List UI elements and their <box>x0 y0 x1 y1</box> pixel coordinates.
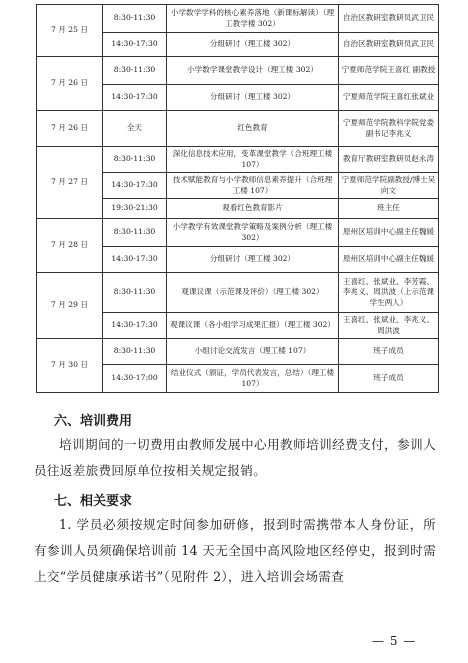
time-cell: 8:30-11:30 <box>103 273 167 313</box>
time-cell: 14:30-17:30 <box>103 85 167 111</box>
date-cell: 7 月 26 日 <box>37 57 103 111</box>
teacher-cell: 宁夏师范学院教科学院党委副书记李兆义 <box>339 111 439 147</box>
table-row <box>37 111 439 147</box>
time-cell: 8:30-11:30 <box>103 219 167 247</box>
teacher-cell: 班主任 <box>339 199 439 219</box>
time-cell: 全天 <box>103 111 167 147</box>
content-cell: 分组研讨（理工楼 302） <box>167 247 339 273</box>
content-cell: 技术赋能教育与小学教师信息素养提升（合班理工楼 107） <box>167 173 339 199</box>
date-cell: 7 月 26 日 <box>37 111 103 147</box>
teacher-cell: 自治区教研室教研员武卫民 <box>339 33 439 57</box>
content-cell: 小学数学课堂教学设计（理工楼 302） <box>167 57 339 85</box>
time-cell: 8:30-11:30 <box>103 339 167 365</box>
time-cell: 8:30-11:30 <box>103 57 167 85</box>
table-row <box>37 5 439 33</box>
table-row <box>37 147 439 173</box>
teacher-cell: 原州区培训中心副主任魏媛 <box>339 219 439 247</box>
teacher-cell: 班子成员 <box>339 339 439 365</box>
table-row <box>37 273 439 313</box>
date-cell: 7 月 25 日 <box>37 5 103 57</box>
content-cell: 分组研讨（理工楼 302） <box>167 85 339 111</box>
date-cell: 7 月 27 日 <box>37 147 103 219</box>
date-cell: 7 月 29 日 <box>37 273 103 339</box>
time-cell: 14:30-17:30 <box>103 173 167 199</box>
teacher-cell: 王喜红、张斌业、李芳霞、李兆义、周洪波（上示范课学生两人） <box>339 273 439 313</box>
time-cell: 19:30-21:30 <box>103 199 167 219</box>
section-heading-fees: 六、培训费用 <box>54 414 133 429</box>
section-body-fees: 培训期间的一切费用由教师发展中心用教师培训经费支付，参训人员往返差旅费回原单位按相关规定报销。 <box>34 437 436 478</box>
content-cell: 观课议课（各小组学习成果汇报）（理工楼 302） <box>167 313 339 339</box>
time-cell: 14:30-17:30 <box>103 33 167 57</box>
table-row <box>37 57 439 85</box>
content-cell: 红色教育 <box>167 111 339 147</box>
teacher-cell: 自治区教研室教研员武卫民 <box>339 5 439 33</box>
teacher-cell: 宁夏师范学院副教授/博士吴向文 <box>339 173 439 199</box>
page-number: — 5 — <box>372 634 417 648</box>
content-cell: 小学数学学科的核心素养落地（新课标解读）（理工教学楼 302） <box>167 5 339 33</box>
date-cell: 7 月 30 日 <box>37 339 103 393</box>
content-cell: 观课议课（示范课及评价）（理工楼 302） <box>167 273 339 313</box>
time-cell: 14:30-17:30 <box>103 313 167 339</box>
section-body-requirements: 1. 学员必须按规定时间参加研修，报到时需携带本人身份证，所有参训人员须确保培训前 14 天无全国中高风险地区经停史，报到时需上交“学员健康承诺书”（见附件 2），进入培训会场需查 <box>34 517 436 584</box>
table-row <box>37 339 439 365</box>
date-cell: 7 月 28 日 <box>37 219 103 273</box>
training-schedule-table <box>36 4 439 393</box>
teacher-cell: 宁夏师范学院王喜红张斌业 <box>339 85 439 111</box>
content-cell: 深化信息技术应用，变革课堂教学（合班理工楼 107） <box>167 147 339 173</box>
teacher-cell: 宁夏师范学院王喜红 副教授 <box>339 57 439 85</box>
section-heading-requirements: 七、相关要求 <box>54 494 133 509</box>
content-cell: 分组研讨（理工楼 302） <box>167 33 339 57</box>
time-cell: 14:30-17:30 <box>103 247 167 273</box>
time-cell: 8:30-11:30 <box>103 5 167 33</box>
content-cell: 结业仪式（颁证，学员代表发言，总结）（理工楼 107） <box>167 365 339 393</box>
teacher-cell: 班子成员 <box>339 365 439 393</box>
teacher-cell: 原州区培训中心副主任魏媛 <box>339 247 439 273</box>
teacher-cell: 王喜红、张斌业、李兆义、周洪波 <box>339 313 439 339</box>
content-cell: 观看红色教育影片 <box>167 199 339 219</box>
table-row <box>37 219 439 247</box>
time-cell: 14:30-17:00 <box>103 365 167 393</box>
time-cell: 8:30-11:30 <box>103 147 167 173</box>
content-cell: 小组讨论交流发言（理工楼 107） <box>167 339 339 365</box>
content-cell: 小学教学有效课堂教学策略及案例分析（理工楼 302） <box>167 219 339 247</box>
teacher-cell: 教育厅教研室教研员赵永涛 <box>339 147 439 173</box>
